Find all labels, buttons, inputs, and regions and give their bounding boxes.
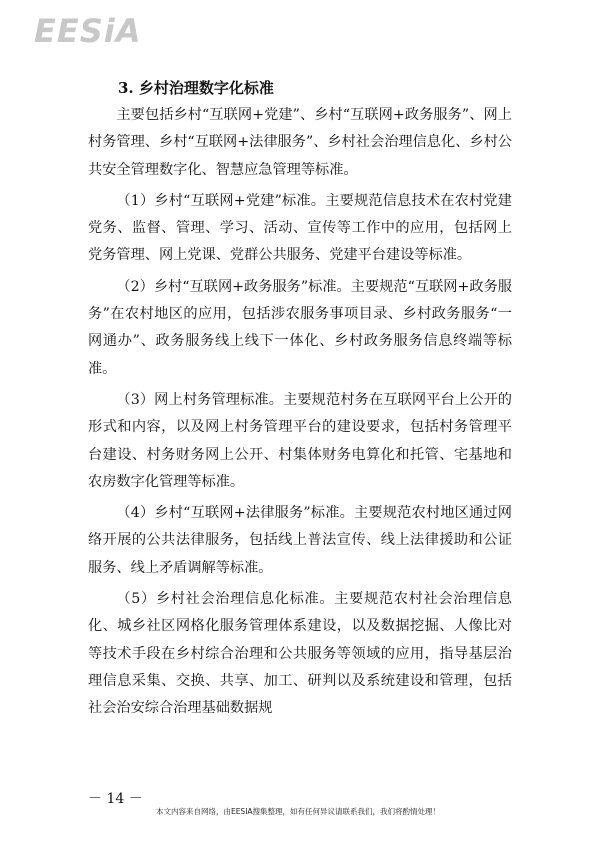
page-number: － 14 －	[88, 791, 143, 807]
paragraph-item-1: （1）乡村“互联网+党建”标准。主要规范信息技术在农村党建党务、监督、管理、学习、活动、宣传等工作中的应用，包括网上党务管理、网上党课、党群公共服务、党建平台建设等标准。	[88, 192, 512, 264]
paragraph-item-4: （4）乡村“互联网+法律服务”标准。主要规范农村地区通过网络开展的公共法律服务，包括线上普法宣传、线上法律援助和公证服务、线上矛盾调解等标准。	[88, 505, 512, 576]
eesia-watermark-logo: EESiA	[34, 12, 142, 50]
paragraph-item-3: （3）网上村务管理标准。主要规范村务在互联网平台上公开的形式和内容，以及网上村务管理平台的建设要求，包括村务管理平台建设、村务财务网上公开、村集体财务电算化和托管、宅基地和农房数字化管理等标准。	[88, 391, 512, 490]
paragraph-item-5: （5）乡村社会治理信息化标准。主要规范农村社会治理信息化、城乡社区网格化服务管理体系建设，以及数据挖掘、人像比对等技术手段在乡村综合治理和公共服务等领域的应用，指导基层治理信息采集、交换、共享、加工、研判以及系统建设和管理，包括社会治安综合治理基础数据规	[88, 591, 512, 717]
paragraph-item-2: （2）乡村“互联网+政务服务”标准。主要规范“互联网+政务服务”在农村地区的应用，包括涉农服务事项目录、乡村政务服务“一网通办”、政务服务线上线下一体化、乡村政务服务信息终端等标准。	[88, 278, 512, 377]
paragraph-intro: 主要包括乡村“互联网+党建”、乡村“互联网+政务服务”、网上村务管理、乡村“互联网+法律服务”、乡村社会治理信息化、乡村公共安全管理数字化、智慧应急管理等标准。	[88, 107, 512, 178]
document-body	[88, 102, 512, 727]
section-title: 3. 乡村治理数字化标准	[118, 79, 274, 97]
footer-disclaimer: 本文内容来自网络，由EESIA搜集整理，如有任何异议请联系我们，我们将酌情处理！	[155, 807, 441, 816]
